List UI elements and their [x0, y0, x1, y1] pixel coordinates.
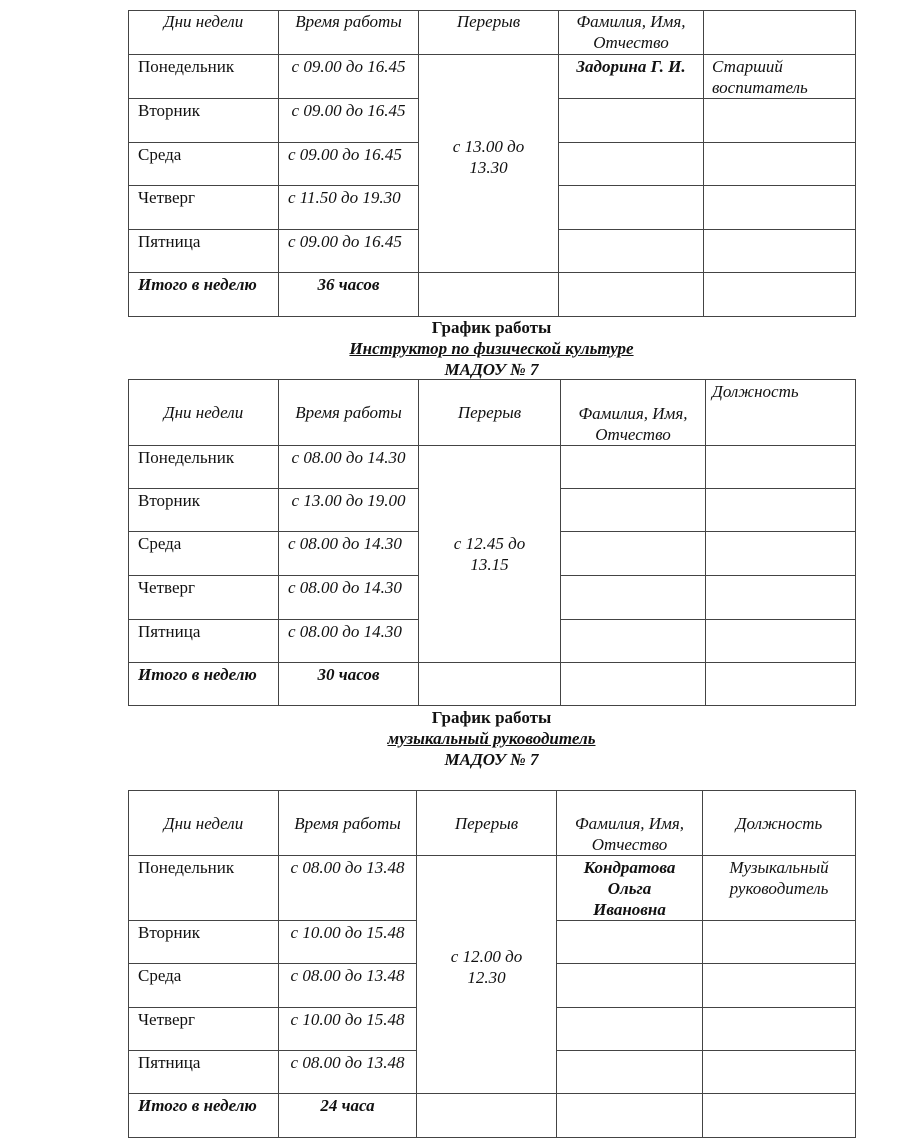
day-cell: Пятница [129, 1051, 279, 1094]
time-cell: с 08.00 до 13.48 [279, 964, 417, 1008]
total-row [129, 273, 856, 317]
header-day: Дни недели [129, 380, 279, 446]
heading-title: График работы [431, 708, 552, 727]
empty-cell [557, 1051, 703, 1094]
time-cell: с 08.00 до 14.30 [279, 446, 419, 489]
empty-cell [706, 620, 856, 663]
empty-cell [559, 186, 704, 230]
header-time: Время работы [279, 791, 417, 856]
time-cell: с 09.00 до 16.45 [279, 55, 419, 99]
break-text: с 12.00 до 12.30 [450, 946, 523, 987]
empty-cell [559, 99, 704, 143]
section-heading-music-director [128, 707, 855, 770]
employee-name: Задорина Г. И. [559, 55, 704, 99]
empty-cell [561, 489, 706, 532]
empty-cell [561, 576, 706, 620]
empty-cell [703, 1051, 856, 1094]
day-cell: Понедельник [129, 856, 279, 921]
header-break: Перерыв [417, 791, 557, 856]
time-cell: с 09.00 до 16.45 [279, 230, 419, 273]
empty-cell [704, 143, 856, 186]
time-cell: с 08.00 до 13.48 [279, 856, 417, 921]
day-cell: Вторник [129, 489, 279, 532]
empty-cell [703, 964, 856, 1008]
break-cell [419, 55, 559, 273]
total-row [129, 1094, 856, 1138]
employee-position: Музыкальный руководитель [703, 856, 856, 921]
heading-org: МАДОУ № 7 [444, 360, 539, 379]
empty-cell [559, 273, 704, 317]
table-header-row [129, 11, 856, 55]
day-cell: Четверг [129, 576, 279, 620]
empty-cell [706, 576, 856, 620]
header-time: Время работы [279, 11, 419, 55]
header-name: Фамилия, Имя, Отчество [561, 380, 706, 446]
header-day: Дни недели [129, 11, 279, 55]
employee-position: Старший воспитатель [704, 55, 856, 99]
table-header-row [129, 791, 856, 856]
total-label: Итого в неделю [129, 663, 279, 706]
section-heading-pe-instructor [128, 317, 855, 380]
empty-cell [561, 663, 706, 706]
time-cell: с 09.00 до 16.45 [279, 143, 419, 186]
time-cell: с 10.00 до 15.48 [279, 1008, 417, 1051]
empty-cell [703, 921, 856, 964]
header-time: Время работы [279, 380, 419, 446]
day-cell: Понедельник [129, 446, 279, 489]
empty-cell [704, 99, 856, 143]
employee-name: Кондратова Ольга Ивановна [557, 856, 703, 921]
total-hours: 36 часов [279, 273, 419, 317]
empty-cell [557, 921, 703, 964]
empty-cell [561, 446, 706, 489]
header-name: Фамилия, Имя, Отчество [559, 11, 704, 55]
day-cell: Пятница [129, 230, 279, 273]
day-cell: Среда [129, 143, 279, 186]
empty-cell [706, 489, 856, 532]
time-cell: с 13.00 до 19.00 [279, 489, 419, 532]
time-cell: с 11.50 до 19.30 [279, 186, 419, 230]
time-cell: с 10.00 до 15.48 [279, 921, 417, 964]
schedule-table-pe-instructor [128, 379, 856, 706]
header-break: Перерыв [419, 11, 559, 55]
empty-cell [704, 273, 856, 317]
empty-cell [417, 1094, 557, 1138]
time-cell: с 08.00 до 13.48 [279, 1051, 417, 1094]
empty-cell [419, 663, 561, 706]
total-label: Итого в неделю [129, 1094, 279, 1138]
heading-role: Инструктор по физической культуре [349, 339, 634, 358]
day-cell: Понедельник [129, 55, 279, 99]
total-row [129, 663, 856, 706]
time-cell: с 08.00 до 14.30 [279, 576, 419, 620]
empty-cell [703, 1094, 856, 1138]
empty-cell [706, 446, 856, 489]
empty-cell [559, 230, 704, 273]
header-break: Перерыв [419, 380, 561, 446]
break-text: с 12.45 до 13.15 [453, 534, 526, 574]
day-cell: Среда [129, 532, 279, 576]
time-cell: с 08.00 до 14.30 [279, 620, 419, 663]
empty-cell [557, 964, 703, 1008]
day-cell: Пятница [129, 620, 279, 663]
empty-cell [706, 532, 856, 576]
empty-cell [703, 1008, 856, 1051]
time-cell: с 08.00 до 14.30 [279, 532, 419, 576]
total-hours: 30 часов [279, 663, 419, 706]
header-name: Фамилия, Имя, Отчество [557, 791, 703, 856]
empty-cell [561, 620, 706, 663]
day-cell: Вторник [129, 921, 279, 964]
heading-title: График работы [431, 318, 552, 337]
schedule-table-music-director [128, 790, 856, 1138]
day-cell: Среда [129, 964, 279, 1008]
empty-cell [557, 1008, 703, 1051]
table-row [129, 55, 856, 99]
table-header-row [129, 380, 856, 446]
break-cell [417, 856, 557, 1094]
empty-cell [559, 143, 704, 186]
empty-cell [561, 532, 706, 576]
day-cell: Четверг [129, 1008, 279, 1051]
empty-cell [704, 230, 856, 273]
schedule-table-senior-educator [128, 10, 856, 317]
empty-cell [704, 186, 856, 230]
table-row [129, 446, 856, 489]
heading-org: МАДОУ № 7 [444, 750, 539, 769]
empty-cell [706, 663, 856, 706]
heading-role: музыкальный руководитель [387, 729, 596, 748]
time-cell: с 09.00 до 16.45 [279, 99, 419, 143]
header-position: Должность [706, 380, 856, 446]
header-position-empty [704, 11, 856, 55]
break-text: с 13.00 до 13.30 [452, 136, 525, 177]
empty-cell [419, 273, 559, 317]
header-day: Дни недели [129, 791, 279, 856]
total-hours: 24 часа [279, 1094, 417, 1138]
day-cell: Четверг [129, 186, 279, 230]
empty-cell [557, 1094, 703, 1138]
table-row [129, 856, 856, 921]
day-cell: Вторник [129, 99, 279, 143]
total-label: Итого в неделю [129, 273, 279, 317]
break-cell [419, 446, 561, 663]
header-position: Должность [703, 791, 856, 856]
